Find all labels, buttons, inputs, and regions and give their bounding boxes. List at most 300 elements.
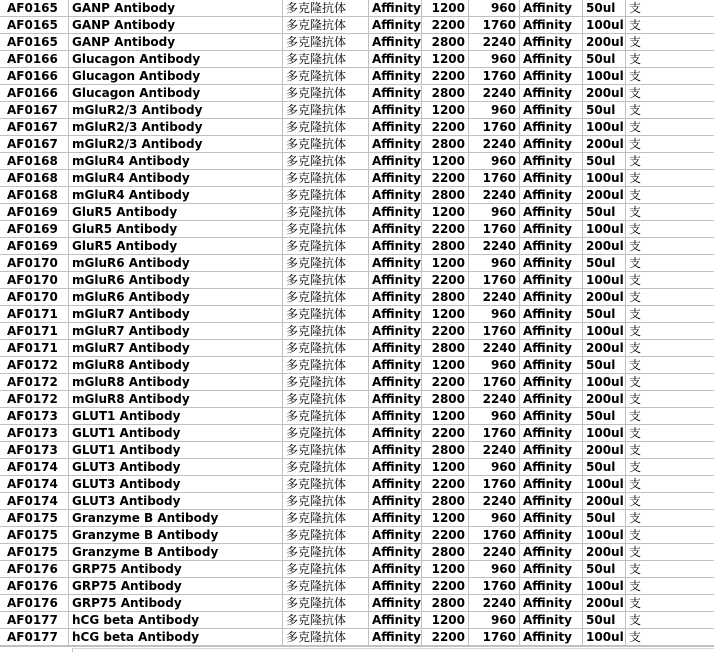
brand-cell[interactable]: Affinity bbox=[369, 17, 422, 33]
catalog-no-cell[interactable]: AF0165 bbox=[0, 0, 69, 16]
sale-price-cell[interactable]: 2240 bbox=[469, 493, 520, 509]
sale-price-cell[interactable]: 1760 bbox=[469, 476, 520, 492]
supplier-cell[interactable]: Affinity bbox=[520, 68, 583, 84]
size-cell[interactable]: 200ul bbox=[583, 238, 626, 254]
list-price-cell[interactable]: 2200 bbox=[422, 119, 469, 135]
sale-price-cell[interactable]: 1760 bbox=[469, 272, 520, 288]
brand-cell[interactable]: Affinity bbox=[369, 0, 422, 16]
size-cell[interactable]: 50ul bbox=[583, 357, 626, 373]
catalog-no-cell[interactable]: AF0172 bbox=[0, 357, 69, 373]
sale-price-cell[interactable]: 2240 bbox=[469, 391, 520, 407]
brand-cell[interactable]: Affinity bbox=[369, 85, 422, 101]
catalog-no-cell[interactable]: AF0167 bbox=[0, 102, 69, 118]
catalog-no-cell[interactable]: AF0177 bbox=[0, 629, 69, 645]
supplier-cell[interactable]: Affinity bbox=[520, 102, 583, 118]
brand-cell[interactable]: Affinity bbox=[369, 459, 422, 475]
product-name-cell[interactable]: mGluR8 Antibody bbox=[69, 374, 283, 390]
unit-cell[interactable]: 支 bbox=[629, 477, 642, 491]
list-price-cell[interactable]: 2800 bbox=[422, 85, 469, 101]
sale-price-cell[interactable]: 960 bbox=[469, 102, 520, 118]
catalog-no-cell[interactable]: AF0165 bbox=[0, 34, 69, 50]
unit-cell[interactable]: 支 bbox=[629, 205, 642, 219]
list-price-cell[interactable]: 1200 bbox=[422, 408, 469, 424]
unit-cell[interactable]: 支 bbox=[629, 460, 642, 474]
brand-cell[interactable]: Affinity bbox=[369, 238, 422, 254]
brand-cell[interactable]: Affinity bbox=[369, 34, 422, 50]
list-price-cell[interactable]: 1200 bbox=[422, 612, 469, 628]
catalog-no-cell[interactable]: AF0168 bbox=[0, 153, 69, 169]
supplier-cell[interactable]: Affinity bbox=[520, 476, 583, 492]
unit-cell[interactable]: 支 bbox=[629, 171, 642, 185]
catalog-no-cell[interactable]: AF0172 bbox=[0, 374, 69, 390]
size-cell[interactable]: 100ul bbox=[583, 476, 626, 492]
supplier-cell[interactable]: Affinity bbox=[520, 34, 583, 50]
list-price-cell[interactable]: 2200 bbox=[422, 629, 469, 645]
catalog-no-cell[interactable]: AF0175 bbox=[0, 527, 69, 543]
product-name-cell[interactable]: GRP75 Antibody bbox=[69, 595, 283, 611]
size-cell[interactable]: 200ul bbox=[583, 340, 626, 356]
brand-cell[interactable]: Affinity bbox=[369, 136, 422, 152]
brand-cell[interactable]: Affinity bbox=[369, 340, 422, 356]
supplier-cell[interactable]: Affinity bbox=[520, 255, 583, 271]
supplier-cell[interactable]: Affinity bbox=[520, 391, 583, 407]
size-cell[interactable]: 50ul bbox=[583, 0, 626, 16]
list-price-cell[interactable]: 2200 bbox=[422, 272, 469, 288]
type-cell[interactable]: 多克隆抗体 bbox=[283, 221, 369, 237]
catalog-no-cell[interactable]: AF0171 bbox=[0, 340, 69, 356]
supplier-cell[interactable]: Affinity bbox=[520, 119, 583, 135]
unit-cell[interactable]: 支 bbox=[629, 409, 642, 423]
unit-cell[interactable]: 支 bbox=[629, 358, 642, 372]
brand-cell[interactable]: Affinity bbox=[369, 170, 422, 186]
catalog-no-cell[interactable]: AF0172 bbox=[0, 391, 69, 407]
size-cell[interactable]: 200ul bbox=[583, 493, 626, 509]
supplier-cell[interactable]: Affinity bbox=[520, 17, 583, 33]
unit-cell[interactable]: 支 bbox=[629, 596, 642, 610]
catalog-no-cell[interactable]: AF0166 bbox=[0, 51, 69, 67]
sale-price-cell[interactable]: 1760 bbox=[469, 374, 520, 390]
product-name-cell[interactable]: mGluR4 Antibody bbox=[69, 153, 283, 169]
supplier-cell[interactable]: Affinity bbox=[520, 272, 583, 288]
supplier-cell[interactable]: Affinity bbox=[520, 357, 583, 373]
list-price-cell[interactable]: 2800 bbox=[422, 391, 469, 407]
type-cell[interactable]: 多克隆抗体 bbox=[283, 153, 369, 169]
unit-cell[interactable]: 支 bbox=[629, 103, 642, 117]
list-price-cell[interactable]: 2800 bbox=[422, 187, 469, 203]
list-price-cell[interactable]: 2200 bbox=[422, 221, 469, 237]
brand-cell[interactable]: Affinity bbox=[369, 425, 422, 441]
sale-price-cell[interactable]: 960 bbox=[469, 306, 520, 322]
supplier-cell[interactable]: Affinity bbox=[520, 629, 583, 645]
catalog-no-cell[interactable]: AF0175 bbox=[0, 510, 69, 526]
catalog-no-cell[interactable]: AF0174 bbox=[0, 493, 69, 509]
supplier-cell[interactable]: Affinity bbox=[520, 442, 583, 458]
catalog-no-cell[interactable]: AF0177 bbox=[0, 612, 69, 628]
type-cell[interactable]: 多克隆抗体 bbox=[283, 272, 369, 288]
product-name-cell[interactable]: mGluR7 Antibody bbox=[69, 340, 283, 356]
unit-cell[interactable]: 支 bbox=[629, 375, 642, 389]
sale-price-cell[interactable]: 960 bbox=[469, 0, 520, 16]
brand-cell[interactable]: Affinity bbox=[369, 153, 422, 169]
list-price-cell[interactable]: 1200 bbox=[422, 459, 469, 475]
product-name-cell[interactable]: Granzyme B Antibody bbox=[69, 544, 283, 560]
product-name-cell[interactable]: Glucagon Antibody bbox=[69, 51, 283, 67]
supplier-cell[interactable]: Affinity bbox=[520, 221, 583, 237]
brand-cell[interactable]: Affinity bbox=[369, 561, 422, 577]
type-cell[interactable]: 多克隆抗体 bbox=[283, 68, 369, 84]
type-cell[interactable]: 多克隆抗体 bbox=[283, 442, 369, 458]
catalog-no-cell[interactable]: AF0176 bbox=[0, 578, 69, 594]
sale-price-cell[interactable]: 2240 bbox=[469, 340, 520, 356]
supplier-cell[interactable]: Affinity bbox=[520, 323, 583, 339]
supplier-cell[interactable]: Affinity bbox=[520, 578, 583, 594]
product-name-cell[interactable]: GANP Antibody bbox=[69, 0, 283, 16]
catalog-no-cell[interactable]: AF0173 bbox=[0, 425, 69, 441]
brand-cell[interactable]: Affinity bbox=[369, 119, 422, 135]
unit-cell[interactable]: 支 bbox=[629, 545, 642, 559]
unit-cell[interactable]: 支 bbox=[629, 1, 642, 15]
catalog-no-cell[interactable]: AF0174 bbox=[0, 459, 69, 475]
size-cell[interactable]: 50ul bbox=[583, 510, 626, 526]
unit-cell[interactable]: 支 bbox=[629, 324, 642, 338]
supplier-cell[interactable]: Affinity bbox=[520, 170, 583, 186]
supplier-cell[interactable]: Affinity bbox=[520, 544, 583, 560]
list-price-cell[interactable]: 2200 bbox=[422, 527, 469, 543]
unit-cell[interactable]: 支 bbox=[629, 256, 642, 270]
unit-cell[interactable]: 支 bbox=[629, 120, 642, 134]
type-cell[interactable]: 多克隆抗体 bbox=[283, 612, 369, 628]
size-cell[interactable]: 100ul bbox=[583, 323, 626, 339]
list-price-cell[interactable]: 1200 bbox=[422, 561, 469, 577]
sale-price-cell[interactable]: 960 bbox=[469, 51, 520, 67]
size-cell[interactable]: 100ul bbox=[583, 527, 626, 543]
product-name-cell[interactable]: mGluR8 Antibody bbox=[69, 391, 283, 407]
sale-price-cell[interactable]: 960 bbox=[469, 408, 520, 424]
catalog-no-cell[interactable]: AF0175 bbox=[0, 544, 69, 560]
catalog-no-cell[interactable]: AF0176 bbox=[0, 595, 69, 611]
brand-cell[interactable]: Affinity bbox=[369, 391, 422, 407]
catalog-no-cell[interactable]: AF0174 bbox=[0, 476, 69, 492]
product-name-cell[interactable]: mGluR4 Antibody bbox=[69, 170, 283, 186]
product-name-cell[interactable]: mGluR4 Antibody bbox=[69, 187, 283, 203]
supplier-cell[interactable]: Affinity bbox=[520, 612, 583, 628]
list-price-cell[interactable]: 2200 bbox=[422, 170, 469, 186]
size-cell[interactable]: 200ul bbox=[583, 187, 626, 203]
list-price-cell[interactable]: 2200 bbox=[422, 425, 469, 441]
supplier-cell[interactable]: Affinity bbox=[520, 595, 583, 611]
sale-price-cell[interactable]: 2240 bbox=[469, 595, 520, 611]
supplier-cell[interactable]: Affinity bbox=[520, 0, 583, 16]
unit-cell[interactable]: 支 bbox=[629, 154, 642, 168]
type-cell[interactable]: 多克隆抗体 bbox=[283, 51, 369, 67]
supplier-cell[interactable]: Affinity bbox=[520, 408, 583, 424]
unit-cell[interactable]: 支 bbox=[629, 528, 642, 542]
sale-price-cell[interactable]: 960 bbox=[469, 153, 520, 169]
size-cell[interactable]: 200ul bbox=[583, 544, 626, 560]
list-price-cell[interactable]: 1200 bbox=[422, 255, 469, 271]
product-name-cell[interactable]: GLUT1 Antibody bbox=[69, 442, 283, 458]
type-cell[interactable]: 多克隆抗体 bbox=[283, 391, 369, 407]
unit-cell[interactable]: 支 bbox=[629, 290, 642, 304]
type-cell[interactable]: 多克隆抗体 bbox=[283, 510, 369, 526]
product-name-cell[interactable]: mGluR2/3 Antibody bbox=[69, 102, 283, 118]
type-cell[interactable]: 多克隆抗体 bbox=[283, 527, 369, 543]
product-name-cell[interactable]: GLUT1 Antibody bbox=[69, 425, 283, 441]
size-cell[interactable]: 100ul bbox=[583, 578, 626, 594]
product-name-cell[interactable]: GluR5 Antibody bbox=[69, 204, 283, 220]
type-cell[interactable]: 多克隆抗体 bbox=[283, 102, 369, 118]
type-cell[interactable]: 多克隆抗体 bbox=[283, 323, 369, 339]
product-name-cell[interactable]: Granzyme B Antibody bbox=[69, 527, 283, 543]
supplier-cell[interactable]: Affinity bbox=[520, 425, 583, 441]
product-name-cell[interactable]: hCG beta Antibody bbox=[69, 612, 283, 628]
unit-cell[interactable]: 支 bbox=[629, 239, 642, 253]
supplier-cell[interactable]: Affinity bbox=[520, 289, 583, 305]
type-cell[interactable]: 多克隆抗体 bbox=[283, 425, 369, 441]
supplier-cell[interactable]: Affinity bbox=[520, 136, 583, 152]
unit-cell[interactable]: 支 bbox=[629, 511, 642, 525]
supplier-cell[interactable]: Affinity bbox=[520, 459, 583, 475]
type-cell[interactable]: 多克隆抗体 bbox=[283, 544, 369, 560]
unit-cell[interactable]: 支 bbox=[629, 613, 642, 627]
product-name-cell[interactable]: mGluR2/3 Antibody bbox=[69, 136, 283, 152]
unit-cell[interactable]: 支 bbox=[629, 426, 642, 440]
sale-price-cell[interactable]: 960 bbox=[469, 510, 520, 526]
size-cell[interactable]: 200ul bbox=[583, 289, 626, 305]
type-cell[interactable]: 多克隆抗体 bbox=[283, 204, 369, 220]
type-cell[interactable]: 多克隆抗体 bbox=[283, 476, 369, 492]
supplier-cell[interactable]: Affinity bbox=[520, 510, 583, 526]
list-price-cell[interactable]: 1200 bbox=[422, 0, 469, 16]
catalog-no-cell[interactable]: AF0165 bbox=[0, 17, 69, 33]
list-price-cell[interactable]: 1200 bbox=[422, 510, 469, 526]
brand-cell[interactable]: Affinity bbox=[369, 255, 422, 271]
size-cell[interactable]: 50ul bbox=[583, 612, 626, 628]
product-name-cell[interactable]: GluR5 Antibody bbox=[69, 238, 283, 254]
type-cell[interactable]: 多克隆抗体 bbox=[283, 238, 369, 254]
catalog-no-cell[interactable]: AF0171 bbox=[0, 306, 69, 322]
size-cell[interactable]: 50ul bbox=[583, 306, 626, 322]
product-name-cell[interactable]: GLUT3 Antibody bbox=[69, 476, 283, 492]
catalog-no-cell[interactable]: AF0167 bbox=[0, 136, 69, 152]
list-price-cell[interactable]: 2800 bbox=[422, 544, 469, 560]
catalog-no-cell[interactable]: AF0168 bbox=[0, 170, 69, 186]
supplier-cell[interactable]: Affinity bbox=[520, 153, 583, 169]
type-cell[interactable]: 多克隆抗体 bbox=[283, 85, 369, 101]
size-cell[interactable]: 50ul bbox=[583, 51, 626, 67]
type-cell[interactable]: 多克隆抗体 bbox=[283, 34, 369, 50]
type-cell[interactable]: 多克隆抗体 bbox=[283, 459, 369, 475]
supplier-cell[interactable]: Affinity bbox=[520, 561, 583, 577]
list-price-cell[interactable]: 2800 bbox=[422, 595, 469, 611]
product-name-cell[interactable]: mGluR6 Antibody bbox=[69, 272, 283, 288]
size-cell[interactable]: 100ul bbox=[583, 425, 626, 441]
type-cell[interactable]: 多克隆抗体 bbox=[283, 340, 369, 356]
sale-price-cell[interactable]: 960 bbox=[469, 255, 520, 271]
product-name-cell[interactable]: GLUT3 Antibody bbox=[69, 493, 283, 509]
size-cell[interactable]: 100ul bbox=[583, 17, 626, 33]
catalog-no-cell[interactable]: AF0168 bbox=[0, 187, 69, 203]
catalog-no-cell[interactable]: AF0176 bbox=[0, 561, 69, 577]
brand-cell[interactable]: Affinity bbox=[369, 527, 422, 543]
brand-cell[interactable]: Affinity bbox=[369, 204, 422, 220]
type-cell[interactable]: 多克隆抗体 bbox=[283, 17, 369, 33]
brand-cell[interactable]: Affinity bbox=[369, 493, 422, 509]
brand-cell[interactable]: Affinity bbox=[369, 510, 422, 526]
unit-cell[interactable]: 支 bbox=[629, 188, 642, 202]
list-price-cell[interactable]: 2200 bbox=[422, 374, 469, 390]
type-cell[interactable]: 多克隆抗体 bbox=[283, 629, 369, 645]
supplier-cell[interactable]: Affinity bbox=[520, 187, 583, 203]
unit-cell[interactable]: 支 bbox=[629, 341, 642, 355]
sale-price-cell[interactable]: 1760 bbox=[469, 119, 520, 135]
brand-cell[interactable]: Affinity bbox=[369, 187, 422, 203]
product-name-cell[interactable]: GLUT3 Antibody bbox=[69, 459, 283, 475]
size-cell[interactable]: 200ul bbox=[583, 85, 626, 101]
size-cell[interactable]: 100ul bbox=[583, 629, 626, 645]
brand-cell[interactable]: Affinity bbox=[369, 272, 422, 288]
size-cell[interactable]: 50ul bbox=[583, 561, 626, 577]
catalog-no-cell[interactable]: AF0171 bbox=[0, 323, 69, 339]
catalog-no-cell[interactable]: AF0167 bbox=[0, 119, 69, 135]
sale-price-cell[interactable]: 2240 bbox=[469, 289, 520, 305]
product-name-cell[interactable]: mGluR7 Antibody bbox=[69, 306, 283, 322]
catalog-no-cell[interactable]: AF0169 bbox=[0, 238, 69, 254]
list-price-cell[interactable]: 2800 bbox=[422, 238, 469, 254]
list-price-cell[interactable]: 2200 bbox=[422, 68, 469, 84]
product-name-cell[interactable]: mGluR6 Antibody bbox=[69, 289, 283, 305]
brand-cell[interactable]: Affinity bbox=[369, 374, 422, 390]
size-cell[interactable]: 200ul bbox=[583, 442, 626, 458]
sale-price-cell[interactable]: 960 bbox=[469, 357, 520, 373]
size-cell[interactable]: 200ul bbox=[583, 34, 626, 50]
unit-cell[interactable]: 支 bbox=[629, 273, 642, 287]
supplier-cell[interactable]: Affinity bbox=[520, 51, 583, 67]
catalog-no-cell[interactable]: AF0169 bbox=[0, 204, 69, 220]
size-cell[interactable]: 100ul bbox=[583, 68, 626, 84]
brand-cell[interactable]: Affinity bbox=[369, 442, 422, 458]
list-price-cell[interactable]: 1200 bbox=[422, 51, 469, 67]
list-price-cell[interactable]: 2800 bbox=[422, 34, 469, 50]
brand-cell[interactable]: Affinity bbox=[369, 323, 422, 339]
unit-cell[interactable]: 支 bbox=[629, 52, 642, 66]
type-cell[interactable]: 多克隆抗体 bbox=[283, 187, 369, 203]
supplier-cell[interactable]: Affinity bbox=[520, 238, 583, 254]
sale-price-cell[interactable]: 1760 bbox=[469, 170, 520, 186]
unit-cell[interactable]: 支 bbox=[629, 392, 642, 406]
catalog-no-cell[interactable]: AF0166 bbox=[0, 85, 69, 101]
type-cell[interactable]: 多克隆抗体 bbox=[283, 561, 369, 577]
list-price-cell[interactable]: 2800 bbox=[422, 289, 469, 305]
sale-price-cell[interactable]: 1760 bbox=[469, 221, 520, 237]
list-price-cell[interactable]: 1200 bbox=[422, 153, 469, 169]
unit-cell[interactable]: 支 bbox=[629, 494, 642, 508]
sale-price-cell[interactable]: 960 bbox=[469, 204, 520, 220]
size-cell[interactable]: 50ul bbox=[583, 408, 626, 424]
sale-price-cell[interactable]: 2240 bbox=[469, 136, 520, 152]
size-cell[interactable]: 50ul bbox=[583, 102, 626, 118]
product-name-cell[interactable]: GRP75 Antibody bbox=[69, 578, 283, 594]
type-cell[interactable]: 多克隆抗体 bbox=[283, 595, 369, 611]
product-name-cell[interactable]: hCG beta Antibody bbox=[69, 629, 283, 645]
list-price-cell[interactable]: 2800 bbox=[422, 340, 469, 356]
list-price-cell[interactable]: 2800 bbox=[422, 442, 469, 458]
catalog-no-cell[interactable]: AF0170 bbox=[0, 289, 69, 305]
unit-cell[interactable]: 支 bbox=[629, 579, 642, 593]
list-price-cell[interactable]: 2800 bbox=[422, 493, 469, 509]
sale-price-cell[interactable]: 2240 bbox=[469, 238, 520, 254]
list-price-cell[interactable]: 1200 bbox=[422, 357, 469, 373]
sale-price-cell[interactable]: 1760 bbox=[469, 629, 520, 645]
unit-cell[interactable]: 支 bbox=[629, 222, 642, 236]
list-price-cell[interactable]: 2200 bbox=[422, 476, 469, 492]
type-cell[interactable]: 多克隆抗体 bbox=[283, 136, 369, 152]
type-cell[interactable]: 多克隆抗体 bbox=[283, 578, 369, 594]
sale-price-cell[interactable]: 1760 bbox=[469, 578, 520, 594]
size-cell[interactable]: 100ul bbox=[583, 374, 626, 390]
type-cell[interactable]: 多克隆抗体 bbox=[283, 0, 369, 16]
type-cell[interactable]: 多克隆抗体 bbox=[283, 170, 369, 186]
supplier-cell[interactable]: Affinity bbox=[520, 527, 583, 543]
sale-price-cell[interactable]: 1760 bbox=[469, 17, 520, 33]
brand-cell[interactable]: Affinity bbox=[369, 612, 422, 628]
product-name-cell[interactable]: Glucagon Antibody bbox=[69, 85, 283, 101]
product-name-cell[interactable]: GluR5 Antibody bbox=[69, 221, 283, 237]
list-price-cell[interactable]: 1200 bbox=[422, 204, 469, 220]
size-cell[interactable]: 200ul bbox=[583, 391, 626, 407]
brand-cell[interactable]: Affinity bbox=[369, 289, 422, 305]
unit-cell[interactable]: 支 bbox=[629, 307, 642, 321]
unit-cell[interactable]: 支 bbox=[629, 18, 642, 32]
product-name-cell[interactable]: GRP75 Antibody bbox=[69, 561, 283, 577]
type-cell[interactable]: 多克隆抗体 bbox=[283, 306, 369, 322]
size-cell[interactable]: 100ul bbox=[583, 170, 626, 186]
list-price-cell[interactable]: 2800 bbox=[422, 136, 469, 152]
brand-cell[interactable]: Affinity bbox=[369, 408, 422, 424]
size-cell[interactable]: 50ul bbox=[583, 153, 626, 169]
size-cell[interactable]: 50ul bbox=[583, 255, 626, 271]
brand-cell[interactable]: Affinity bbox=[369, 476, 422, 492]
product-name-cell[interactable]: GANP Antibody bbox=[69, 17, 283, 33]
list-price-cell[interactable]: 1200 bbox=[422, 306, 469, 322]
type-cell[interactable]: 多克隆抗体 bbox=[283, 408, 369, 424]
unit-cell[interactable]: 支 bbox=[629, 443, 642, 457]
product-name-cell[interactable]: mGluR8 Antibody bbox=[69, 357, 283, 373]
type-cell[interactable]: 多克隆抗体 bbox=[283, 357, 369, 373]
size-cell[interactable]: 200ul bbox=[583, 136, 626, 152]
brand-cell[interactable]: Affinity bbox=[369, 221, 422, 237]
product-name-cell[interactable]: Glucagon Antibody bbox=[69, 68, 283, 84]
catalog-no-cell[interactable]: AF0169 bbox=[0, 221, 69, 237]
type-cell[interactable]: 多克隆抗体 bbox=[283, 255, 369, 271]
product-name-cell[interactable]: GLUT1 Antibody bbox=[69, 408, 283, 424]
unit-cell[interactable]: 支 bbox=[629, 69, 642, 83]
catalog-no-cell[interactable]: AF0170 bbox=[0, 272, 69, 288]
product-name-cell[interactable]: mGluR6 Antibody bbox=[69, 255, 283, 271]
product-name-cell[interactable]: Granzyme B Antibody bbox=[69, 510, 283, 526]
unit-cell[interactable]: 支 bbox=[629, 35, 642, 49]
catalog-no-cell[interactable]: AF0173 bbox=[0, 408, 69, 424]
brand-cell[interactable]: Affinity bbox=[369, 51, 422, 67]
size-cell[interactable]: 50ul bbox=[583, 459, 626, 475]
sale-price-cell[interactable]: 1760 bbox=[469, 68, 520, 84]
list-price-cell[interactable]: 1200 bbox=[422, 102, 469, 118]
sale-price-cell[interactable]: 960 bbox=[469, 561, 520, 577]
sale-price-cell[interactable]: 960 bbox=[469, 612, 520, 628]
brand-cell[interactable]: Affinity bbox=[369, 102, 422, 118]
sale-price-cell[interactable]: 2240 bbox=[469, 85, 520, 101]
type-cell[interactable]: 多克隆抗体 bbox=[283, 289, 369, 305]
